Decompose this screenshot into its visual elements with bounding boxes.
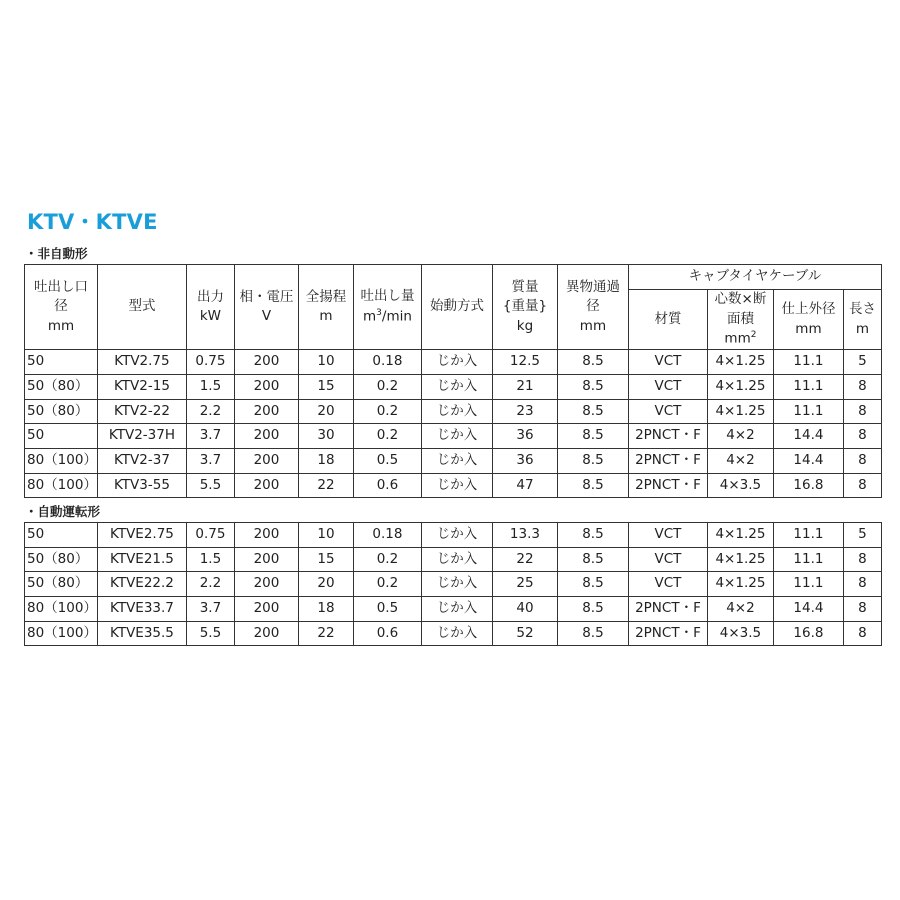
cell-od: 11.1 — [773, 350, 843, 375]
table-row — [25, 547, 882, 572]
cell-cores: 4×1.25 — [707, 350, 773, 375]
cell-solids: 8.5 — [557, 523, 628, 548]
header-start-method: 始動方式 — [421, 265, 492, 350]
cell-start: じか入 — [421, 399, 492, 424]
cell-cores: 4×3.5 — [707, 473, 773, 498]
spec-table-manual — [24, 264, 882, 498]
cell-material: 2PNCT・F — [628, 473, 707, 498]
cell-head: 22 — [298, 473, 353, 498]
table-row — [25, 473, 882, 498]
cell-length: 8 — [843, 547, 881, 572]
cell-flow: 0.2 — [353, 399, 421, 424]
cell-length: 8 — [843, 621, 881, 646]
cell-mass: 47 — [492, 473, 557, 498]
header-outlet: 吐出し口 径 mm — [25, 265, 98, 350]
cell-cores: 4×2 — [707, 597, 773, 622]
cell-start: じか入 — [421, 424, 492, 449]
cell-model: KTVE21.5 — [97, 547, 186, 572]
cell-flow: 0.5 — [353, 597, 421, 622]
cell-output: 5.5 — [186, 473, 234, 498]
cell-outlet: 50 — [25, 424, 98, 449]
cell-head: 18 — [298, 448, 353, 473]
cell-outlet: 50（80） — [25, 547, 98, 572]
cell-material: VCT — [628, 523, 707, 548]
cell-od: 14.4 — [773, 448, 843, 473]
table-row — [25, 597, 882, 622]
cell-material: VCT — [628, 399, 707, 424]
cell-model: KTVE22.2 — [97, 572, 186, 597]
cell-start: じか入 — [421, 374, 492, 399]
cell-material: 2PNCT・F — [628, 621, 707, 646]
manual-table-body — [25, 350, 882, 498]
cell-solids: 8.5 — [557, 547, 628, 572]
cell-length: 8 — [843, 399, 881, 424]
table-row — [25, 374, 882, 399]
cell-length: 8 — [843, 572, 881, 597]
cell-cores: 4×2 — [707, 448, 773, 473]
cell-head: 10 — [298, 350, 353, 375]
cell-length: 8 — [843, 597, 881, 622]
cell-model: KTV3-55 — [97, 473, 186, 498]
cell-cores: 4×2 — [707, 424, 773, 449]
cell-start: じか入 — [421, 547, 492, 572]
cell-mass: 40 — [492, 597, 557, 622]
cell-output: 3.7 — [186, 424, 234, 449]
table-row — [25, 523, 882, 548]
cell-solids: 8.5 — [557, 374, 628, 399]
cell-od: 11.1 — [773, 547, 843, 572]
cell-output: 3.7 — [186, 448, 234, 473]
cell-start: じか入 — [421, 523, 492, 548]
cell-output: 1.5 — [186, 547, 234, 572]
cell-flow: 0.5 — [353, 448, 421, 473]
cell-start: じか入 — [421, 350, 492, 375]
cell-length: 8 — [843, 424, 881, 449]
cell-material: 2PNCT・F — [628, 597, 707, 622]
cell-mass: 13.3 — [492, 523, 557, 548]
cell-mass: 52 — [492, 621, 557, 646]
header-flow: 吐出し量 $m^3/\min$ — [353, 265, 421, 350]
cell-flow: 0.2 — [353, 572, 421, 597]
cell-output: 0.75 — [186, 350, 234, 375]
cell-model: KTVE2.75 — [97, 523, 186, 548]
table-row — [25, 572, 882, 597]
cell-solids: 8.5 — [557, 473, 628, 498]
cell-material: 2PNCT・F — [628, 424, 707, 449]
header-mass: 質量 {重量} kg — [492, 265, 557, 350]
cell-flow: 0.2 — [353, 547, 421, 572]
cell-material: VCT — [628, 572, 707, 597]
header-voltage: 相・電圧 V — [234, 265, 298, 350]
header-cable-length: 長さ m — [843, 290, 881, 350]
cell-model: KTVE33.7 — [97, 597, 186, 622]
cell-model: KTV2-37H — [97, 424, 186, 449]
cell-length: 8 — [843, 473, 881, 498]
cell-output: 0.75 — [186, 523, 234, 548]
table-row — [25, 350, 882, 375]
cell-solids: 8.5 — [557, 424, 628, 449]
cell-material: VCT — [628, 350, 707, 375]
cell-voltage: 200 — [234, 572, 298, 597]
cell-cores: 4×1.25 — [707, 572, 773, 597]
cell-voltage: 200 — [234, 350, 298, 375]
cell-od: 11.1 — [773, 374, 843, 399]
auto-table-body — [25, 523, 882, 646]
header-head: 全揚程 m — [298, 265, 353, 350]
cell-voltage: 200 — [234, 473, 298, 498]
cell-length: 5 — [843, 350, 881, 375]
cell-output: 3.7 — [186, 597, 234, 622]
cell-solids: 8.5 — [557, 350, 628, 375]
cell-head: 18 — [298, 597, 353, 622]
cell-solids: 8.5 — [557, 399, 628, 424]
cell-head: 20 — [298, 572, 353, 597]
cell-solids: 8.5 — [557, 597, 628, 622]
table-row — [25, 448, 882, 473]
cell-outlet: 50 — [25, 523, 98, 548]
cell-head: 22 — [298, 621, 353, 646]
section-label-manual: ・非自動形 — [25, 246, 88, 261]
cell-cores: 4×1.25 — [707, 547, 773, 572]
cell-voltage: 200 — [234, 523, 298, 548]
cell-voltage: 200 — [234, 621, 298, 646]
cell-od: 14.4 — [773, 597, 843, 622]
cell-od: 16.8 — [773, 473, 843, 498]
cell-material: VCT — [628, 374, 707, 399]
cell-outlet: 80（100） — [25, 597, 98, 622]
cell-head: 10 — [298, 523, 353, 548]
cell-material: 2PNCT・F — [628, 448, 707, 473]
cell-model: KTV2-22 — [97, 399, 186, 424]
cell-outlet: 80（100） — [25, 448, 98, 473]
header-model: 型式 — [97, 265, 186, 350]
cell-voltage: 200 — [234, 374, 298, 399]
cell-voltage: 200 — [234, 597, 298, 622]
cell-cores: 4×1.25 — [707, 399, 773, 424]
cell-od: 16.8 — [773, 621, 843, 646]
cell-voltage: 200 — [234, 399, 298, 424]
cell-flow: 0.18 — [353, 523, 421, 548]
header-output: 出力 kW — [186, 265, 234, 350]
cell-mass: 12.5 — [492, 350, 557, 375]
cell-head: 15 — [298, 374, 353, 399]
cell-od: 11.1 — [773, 572, 843, 597]
cell-length: 8 — [843, 448, 881, 473]
spec-table-auto — [24, 522, 882, 646]
document-title: KTV・KTVE — [27, 210, 158, 234]
header-solids-passage: 異物通過 径 mm — [557, 265, 628, 350]
cell-mass: 22 — [492, 547, 557, 572]
cell-outlet: 50 — [25, 350, 98, 375]
cell-outlet: 80（100） — [25, 621, 98, 646]
cell-head: 15 — [298, 547, 353, 572]
header-cable-od: 仕上外径 mm — [773, 290, 843, 350]
cell-outlet: 50（80） — [25, 572, 98, 597]
cell-mass: 36 — [492, 424, 557, 449]
cell-mass: 23 — [492, 399, 557, 424]
table-row — [25, 399, 882, 424]
cell-flow: 0.6 — [353, 621, 421, 646]
cell-od: 11.1 — [773, 399, 843, 424]
header-cable-cores: 心数×断 面積 $mm^2$ — [707, 290, 773, 350]
cell-flow: 0.18 — [353, 350, 421, 375]
cell-solids: 8.5 — [557, 448, 628, 473]
cell-mass: 36 — [492, 448, 557, 473]
cell-flow: 0.2 — [353, 374, 421, 399]
cell-cores: 4×1.25 — [707, 523, 773, 548]
cell-flow: 0.2 — [353, 424, 421, 449]
cell-solids: 8.5 — [557, 621, 628, 646]
cell-model: KTV2-37 — [97, 448, 186, 473]
cell-length: 8 — [843, 374, 881, 399]
cell-output: 1.5 — [186, 374, 234, 399]
header-cable-material: 材質 — [628, 290, 707, 350]
cell-start: じか入 — [421, 448, 492, 473]
header-cabtyre-cable: キャブタイヤケーブル — [628, 265, 881, 290]
cell-output: 2.2 — [186, 572, 234, 597]
cell-head: 20 — [298, 399, 353, 424]
cell-flow: 0.6 — [353, 473, 421, 498]
cell-od: 11.1 — [773, 523, 843, 548]
table-row — [25, 621, 882, 646]
section-label-auto: ・自動運転形 — [25, 504, 101, 519]
cell-outlet: 80（100） — [25, 473, 98, 498]
cell-model: KTVE35.5 — [97, 621, 186, 646]
cell-voltage: 200 — [234, 424, 298, 449]
cell-material: VCT — [628, 547, 707, 572]
cell-model: KTV2.75 — [97, 350, 186, 375]
cell-cores: 4×1.25 — [707, 374, 773, 399]
cell-output: 2.2 — [186, 399, 234, 424]
cell-cores: 4×3.5 — [707, 621, 773, 646]
cell-model: KTV2-15 — [97, 374, 186, 399]
cell-head: 30 — [298, 424, 353, 449]
cell-output: 5.5 — [186, 621, 234, 646]
cell-mass: 21 — [492, 374, 557, 399]
cell-start: じか入 — [421, 621, 492, 646]
cell-start: じか入 — [421, 473, 492, 498]
cell-mass: 25 — [492, 572, 557, 597]
cell-solids: 8.5 — [557, 572, 628, 597]
cell-voltage: 200 — [234, 547, 298, 572]
cell-outlet: 50（80） — [25, 399, 98, 424]
cell-start: じか入 — [421, 572, 492, 597]
cell-start: じか入 — [421, 597, 492, 622]
cell-voltage: 200 — [234, 448, 298, 473]
cell-outlet: 50（80） — [25, 374, 98, 399]
cell-length: 5 — [843, 523, 881, 548]
table-row — [25, 424, 882, 449]
cell-od: 14.4 — [773, 424, 843, 449]
